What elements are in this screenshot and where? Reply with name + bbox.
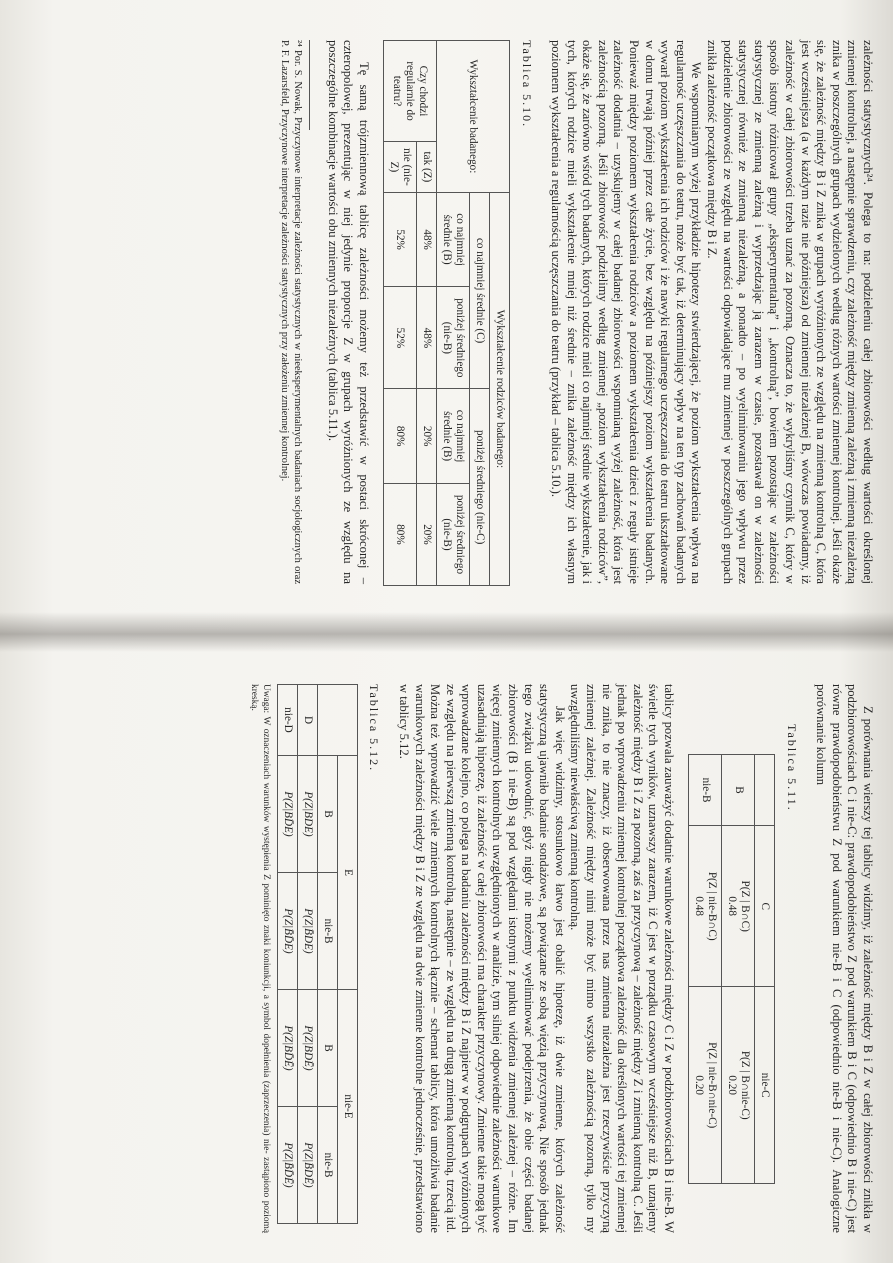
cell-nie-d-4: P(Z|B̄D̄Ē) [277,1107,297,1224]
cell-yes-2: 48% [416,287,436,389]
cell-d-2: P(Z|B̄DE) [297,873,317,990]
col-c: C [755,826,775,987]
col-e: E [337,756,357,990]
col-nie-b-nie-e: nie-B [317,1107,337,1224]
col-nie-b-e: nie-B [317,873,337,990]
cell-nie-b-nie-c-formula: P(Z | nie-B∩nie-C) [706,1042,719,1129]
cell-nie-d-3: P(Z|BD̄Ē) [277,990,297,1107]
cell-b-nie-c-value: 0.20 [726,1075,739,1095]
col-nie-e: nie-E [337,990,357,1224]
corner-cell-2 [317,685,357,756]
sub-b-nie-c: co najmniej średnie (B) [436,389,469,484]
cell-nie-b-nie-c [689,987,722,1184]
col-b-e: B [317,756,337,873]
cell-yes-4: 20% [416,483,436,585]
col-nie-c: nie-C [755,987,775,1184]
corner-cell [755,755,775,826]
table-row [297,685,317,1224]
cell-yes-3: 20% [416,389,436,484]
sub-b-c: co najmniej średnie (B) [436,192,469,287]
table-5-11-caption: Tablica 5.11. [784,724,799,812]
cell-no-3: 80% [383,389,416,484]
sub-nie-b-nie-c: poniżej średniego (nie-B) [436,483,469,585]
paragraph-3: tablicy pozwala zauważyć dodatnie warunkowe zależności między C i Z w podzbiorowościach B i nie-B. W świetle tych wyników, uznawszy zarazem, iż C jest w porządku czasowym wcześniejsze niż B, uznajemy zależność między B i Z za pozorną, zaś za przyczynową – zależność między Z i zmienną kontrolną C. Jeśli jednak po wprowadzeniu zmiennej kontrolnej początkowa zależność dla określonych wartości tej zmiennej nie znika, to nie znaczy, iż obserwowana przez nas zmienna niezależna jest rzeczywiście przyczyną zmiennej zależnej. Zależność między nimi może być mimo wszystko zależnością pozorną, tylko my uwzględniliśmy niewłaściwą zmienną kontrolną. [568,684,677,1233]
cell-nie-d-2: P(Z|B̄D̄E) [277,873,297,990]
table-5-10-caption: Tablica 5.10. [519,40,534,129]
cell-b-nie-c-formula: P(Z | B∩nie-C) [739,1050,752,1120]
cell-yes-1: 48% [416,192,436,287]
group-header-parents: Wykształcenie rodziców badanego: [489,192,509,585]
answer-no: nie (nie-Z) [383,142,416,193]
table-5-10 [383,40,510,586]
question-cell: Czy chodzi regularnie do teatru? [383,41,436,142]
paragraph-4: Jak więc widzimy, stosunkowo łatwo jest obalić hipotezę, iż dwie zmienne, których zależność statystyczną ujawniło badanie sondażowe, są powiązane ze sobą więzią przyczynową. Nie sposób jednak tego związku udowodnić, gdyż nigdy nie możemy wyeliminować podejrzenia, że obie części badanej zbiorowości (B i nie-B) są pod względami istotnymi z punktu widzenia zmiennej zależnej – różne. Im więcej zmiennych kontrolnych uwzględnionych w analizie, tym silniej odpowiednie zależności warunkowe uzasadniają hipotezę, iż zależność w całej zbiorowości ma charakter przyczynowy. Zmienne takie mogą być wprowadzane kolejno, co polega na badaniu zależności między B i Z najpierw w podgrupach wyróżnionych ze względu na pierwszą zmienną kontrolną, następnie – ze względu na drugą zmienną kontrolną, trzecią itd. Można też wprowadzić wiele zmiennych kontrolnych łącznie – schemat tablicy, która umożliwia badanie warunkowych zależności między B i Z ze względu na dwie zmienne kontrolne jednocześnie, przedstawiono w tablicy 5.12. [396,684,567,1233]
cell-b-c-value: 0.48 [726,896,739,916]
table-row [722,755,755,1184]
table-5-11 [688,754,775,1184]
cell-nie-b-c-value: 0.48 [693,896,706,916]
table-5-12 [277,684,358,1224]
group-nie-c: poniżej średniego (nie-C) [469,389,489,586]
cell-b-c [722,826,755,987]
cell-no-2: 52% [383,287,416,389]
table-note: Uwaga: W oznaczeniach warunków występienia Z pominięto znaki koniunkcji, a symbol dopełnienia (zaprzeczenia) nie- zastąpiono poziomą kreską. [249,684,271,1233]
table-row [277,685,297,1224]
paragraph-2: We wspomnianym wyżej przykładzie hipotezy stwierdzającej, że poziom wykształcenia wpływa na regularność uczęszczania do teatru, może być tak, iż determinujący wpływ na ten typ zachowań badanych wywarł poziom wykształcenia ich rodziców i że nawyki regularnego uczęszczania do teatru ukształtowane w domu trwają później przez całe życie, bez względu na późniejszy poziom wykształcenia badanych. Ponieważ między poziomem wykształcenia rodziców a poziomem wykształcenia dzieci z reguły istnieje zależność dodatnia – uzyskujemy w całej badanej zbiorowości wspomnianą wyżej zależność, która jest zależnością pozorną. Jeśli zbiorowość podzielimy według zmiennej „poziom wykształcenia rodziców”, okaże się, że zarówno wśród tych badanych, których rodzice mieli co najmniej średnie wykształcenie, jak i tych, których rodzice mieli wykształcenie mniej niż średnie – znika zależność między ich własnym poziomem wykształcenia a regularnością uczęszczania do teatru (przykład – tablica 5.10.). [549,40,704,584]
group-c: co najmniej średnie (C) [469,192,489,389]
row-d: D [297,685,317,756]
row-nie-b: nie-B [689,755,722,826]
paragraph-after-table: Tę samą trójzmiennową tablicę zależności możemy też przedstawić w postaci skróconej – czteropolowej, prezentując w niej jedynie proporcje Z w grupach wyróżnionych ze względu na poszczególne kombinacje wartości obu zmiennych niezależnych (tablica 5.11.). [325,40,371,584]
table-row [689,755,722,1184]
footnote: ²⁴ Por. S. Nowak, Przyczynowe interpretacje zależności statystycznych w nieeksperymentalnych badaniach socjologicznych oraz P. F. Lazarsfeld, Przyczynowe interpretacje zależności statystycznych przy założeniu zmiennej kontrolnej. [279,40,304,584]
right-page [0,640,893,1263]
cell-nie-b-c-formula: P(Z | nie-B∩C) [706,871,719,941]
cell-no-4: 80% [383,483,416,585]
table-5-12-caption: Tablica 5.12. [367,684,382,773]
left-page [0,0,893,620]
cell-d-4: P(Z|B̄DĒ) [297,1107,317,1224]
cell-no-1: 52% [383,192,416,287]
table-row [416,41,436,586]
col-b-nie-e: B [317,990,337,1107]
cell-b-nie-c [722,987,755,1184]
sub-nie-b-c: poniżej średniego (nie-B) [436,287,469,389]
paragraph-intro: Z porównania wierszy tej tablicy widzimy, iż zależność między B i Z w całej zbiorowości znikła w podzbiorowościach C i nie-C: prawdopodobieństwo Z pod warunkiem B i C (odpowiednio B i nie-C) jest równe prawdopodobieństwu Z pod warunkiem nie-B i C (odpowiednio nie-B i nie-C). Analogiczne porównanie kolumn [814,684,875,1233]
cell-d-1: P(Z|BDE) [297,756,317,873]
cell-nie-b-c [689,826,722,987]
row-nie-d: nie-D [277,685,297,756]
cell-nie-b-nie-c-value: 0.20 [693,1075,706,1095]
cell-b-c-formula: P(Z | B∩C) [739,880,752,932]
cell-d-3: P(Z|BDĒ) [297,990,317,1107]
answer-yes: tak (Z) [416,142,436,193]
cell-nie-d-1: P(Z|BD̄E) [277,756,297,873]
footnote-separator [309,40,310,130]
paragraph-1: zależności statystycznych²⁴. Polega to na: podzieleniu całej zbiorowości według wartości określonej zmiennej kontrolnej, a następnie sprawdzeniu, czy zależność między zmienną zależną i zmienną niezależną znika w poszczególnych grupach wydzielonych według różnych wartości zmiennej kontrolnej. Jeśli okaże się, że zależność między B i Z znika w grupach wyróżnionych ze względu na zmienną kontrolną C, która jest wcześniejsza (a w każdym razie nie późniejsza) od zmiennej niezależnej B, wówczas powiadamy, iż zależność w całej zbiorowości trzeba uznać za pozorną. Oznacza to, że wykryliśmy czynnik C, który w sposób istotny różnicował grupy „eksperymentalną” i „kontrolną”, bowiem pozostając w zależności statystycznej ze zmienną zależną i wyprzedzając ją zarazem w czasie, pozostawał on w zależności statystycznej również ze zmienną niezależną, a ponadto – po wyeliminowaniu jego wpływu przez podzielenie zbiorowości ze względu na wartości odpowiadające mu zmiennej w poszczególnych grupach znikła zależność początkowa między B i Z. [705,40,875,584]
row-b: B [722,755,755,826]
row-header-education: Wykształcenie badanego: [436,41,509,193]
